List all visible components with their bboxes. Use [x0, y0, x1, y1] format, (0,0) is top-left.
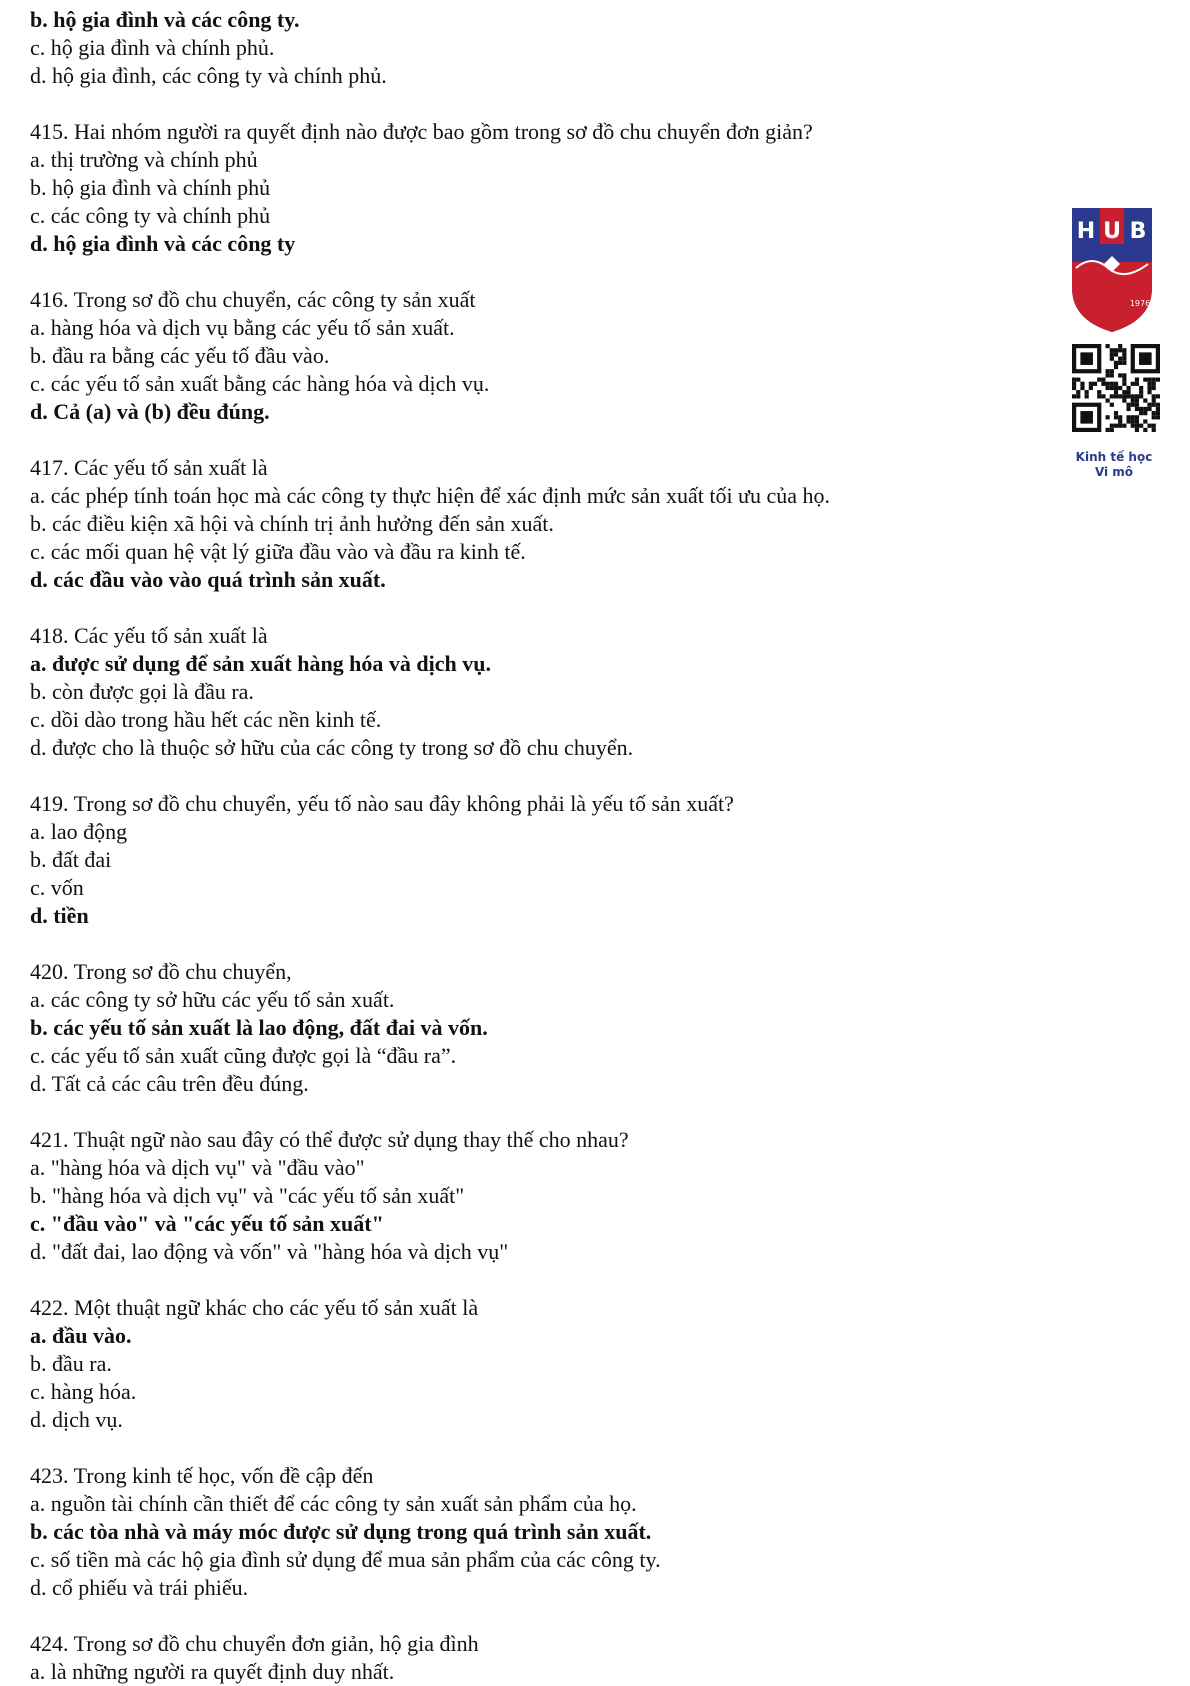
qr-module	[1156, 394, 1160, 398]
qr-module	[1110, 348, 1114, 352]
paragraph-gap	[30, 1098, 1060, 1126]
qr-module	[1097, 394, 1101, 398]
qr-module	[1089, 386, 1093, 390]
qr-module	[1131, 398, 1135, 402]
qr-module	[1106, 415, 1110, 419]
qr-module	[1122, 352, 1126, 356]
answer-option: a. được sử dụng để sản xuất hàng hóa và dịch vụ.	[30, 651, 492, 676]
answer-option: a. đầu vào.	[30, 1323, 132, 1348]
qr-module	[1126, 394, 1130, 398]
paragraph-gap	[30, 1266, 1060, 1294]
answer-option: d. các đầu vào vào quá trình sản xuất.	[30, 567, 386, 592]
qr-module	[1143, 378, 1147, 382]
qr-module	[1152, 428, 1156, 432]
answer-option: d. Cả (a) và (b) đều đúng.	[30, 399, 270, 424]
qr-module	[1114, 411, 1118, 415]
answer-option: b. "hàng hóa và dịch vụ" và "các yếu tố sản xuất"	[30, 1183, 465, 1208]
qr-module	[1122, 361, 1126, 365]
qr-module	[1118, 394, 1122, 398]
answer-option: d. "đất đai, lao động và vốn" và "hàng hóa và dịch vụ"	[30, 1239, 509, 1264]
answer-option: b. các yếu tố sản xuất là lao động, đất đai và vốn.	[30, 1015, 488, 1040]
qr-module	[1101, 378, 1105, 382]
qr-module	[1156, 407, 1160, 411]
caption-line-1: Kinh tế học	[1075, 450, 1153, 464]
qr-module	[1080, 382, 1084, 386]
question-text: 416. Trong sơ đồ chu chuyển, các công ty sản xuất	[30, 287, 476, 312]
caption-line-2: Vi mô	[1094, 465, 1134, 479]
qr-module	[1106, 386, 1110, 390]
qr-module	[1114, 415, 1118, 419]
answer-option: c. vốn	[30, 875, 84, 900]
qr-module	[1072, 378, 1076, 382]
qr-module	[1143, 398, 1147, 402]
answer-option: d. hộ gia đình, các công ty và chính phủ.	[30, 63, 387, 88]
qr-module	[1139, 394, 1143, 398]
answer-option: b. đầu ra bằng các yếu tố đầu vào.	[30, 343, 330, 368]
qr-module	[1080, 386, 1084, 390]
qr-module	[1152, 394, 1156, 398]
logo-letter-b: B	[1129, 219, 1147, 244]
paragraph-gap	[30, 762, 1060, 790]
answer-option: a. hàng hóa và dịch vụ bằng các yếu tố sản xuất.	[30, 315, 455, 340]
qr-module	[1118, 361, 1122, 365]
qr-module	[1122, 394, 1126, 398]
answer-option: b. đất đai	[30, 847, 112, 872]
question-text: 423. Trong kinh tế học, vốn đề cập đến	[30, 1463, 374, 1488]
paragraph-gap	[30, 90, 1060, 118]
sidebar-caption	[1062, 450, 1166, 480]
qr-module	[1135, 415, 1139, 419]
qr-module	[1118, 424, 1122, 428]
qr-module	[1110, 424, 1114, 428]
paragraph-gap	[30, 594, 1060, 622]
qr-module	[1147, 390, 1151, 394]
qr-module	[1118, 386, 1122, 390]
qr-module	[1118, 357, 1122, 361]
qr-module	[1152, 398, 1156, 402]
qr-module	[1110, 382, 1114, 386]
document-body	[30, 6, 1060, 1686]
qr-module	[1101, 382, 1105, 386]
qr-module	[1131, 403, 1135, 407]
qr-module	[1089, 382, 1093, 386]
answer-option: c. các công ty và chính phủ	[30, 203, 271, 228]
qr-module	[1135, 428, 1139, 432]
qr-module	[1114, 382, 1118, 386]
qr-module	[1135, 382, 1139, 386]
logo-year: 1976	[1129, 299, 1151, 308]
qr-module	[1152, 378, 1156, 382]
answer-option: c. "đầu vào" và "các yếu tố sản xuất"	[30, 1211, 384, 1236]
qr-module	[1106, 428, 1110, 432]
qr-module	[1101, 394, 1105, 398]
qr-module	[1126, 419, 1130, 423]
qr-module	[1110, 357, 1114, 361]
qr-module	[1122, 378, 1126, 382]
qr-module	[1122, 348, 1126, 352]
qr-module	[1135, 424, 1139, 428]
answer-option: d. được cho là thuộc sở hữu của các công ty trong sơ đồ chu chuyển.	[30, 735, 634, 760]
qr-module	[1080, 352, 1093, 365]
answer-option: d. dịch vụ.	[30, 1407, 123, 1432]
qr-module	[1143, 419, 1147, 423]
qr-module	[1135, 378, 1139, 382]
qr-module	[1085, 394, 1089, 398]
question-text: 422. Một thuật ngữ khác cho các yếu tố sản xuất là	[30, 1295, 479, 1320]
answer-option: a. thị trường và chính phủ	[30, 147, 258, 172]
qr-module	[1126, 390, 1130, 394]
answer-option: a. là những người ra quyết định duy nhất.	[30, 1659, 395, 1684]
qr-module	[1152, 403, 1156, 407]
qr-module	[1118, 415, 1122, 419]
answer-option: a. "hàng hóa và dịch vụ" và "đầu vào"	[30, 1155, 365, 1180]
qr-module	[1156, 415, 1160, 419]
answer-option: d. hộ gia đình và các công ty	[30, 231, 296, 256]
qr-module	[1131, 415, 1135, 419]
qr-module	[1139, 411, 1143, 415]
qr-module	[1139, 407, 1143, 411]
answer-option: a. lao động	[30, 819, 128, 844]
logo-letter-u: U	[1103, 219, 1121, 244]
qr-module	[1147, 424, 1151, 428]
qr-module	[1072, 382, 1076, 386]
paragraph-gap	[30, 930, 1060, 958]
qr-module	[1114, 348, 1118, 352]
qr-module	[1122, 357, 1126, 361]
qr-module	[1118, 419, 1122, 423]
answer-option: b. còn được gọi là đầu ra.	[30, 679, 254, 704]
qr-module	[1152, 411, 1156, 415]
qr-module	[1122, 390, 1126, 394]
answer-option: a. nguồn tài chính cần thiết để các công ty sản xuất sản phẩm của họ.	[30, 1491, 637, 1516]
qr-module	[1126, 415, 1130, 419]
qr-module	[1114, 361, 1118, 365]
question-text: 421. Thuật ngữ nào sau đây có thể được sử dụng thay thế cho nhau?	[30, 1127, 629, 1152]
qr-module	[1106, 373, 1110, 377]
qr-module	[1122, 398, 1126, 402]
qr-module	[1135, 419, 1139, 423]
qr-module	[1106, 344, 1110, 348]
qr-module	[1118, 373, 1122, 377]
qr-module	[1076, 390, 1080, 394]
qr-module	[1072, 386, 1076, 390]
qr-module	[1106, 369, 1110, 373]
qr-module	[1122, 373, 1126, 377]
qr-module	[1114, 390, 1118, 394]
qr-module	[1156, 411, 1160, 415]
qr-module	[1139, 386, 1143, 390]
qr-module	[1110, 373, 1114, 377]
paragraph-gap	[30, 258, 1060, 286]
qr-module	[1147, 403, 1151, 407]
qr-module	[1118, 348, 1122, 352]
qr-module	[1135, 403, 1139, 407]
qr-module	[1147, 386, 1151, 390]
paragraph-gap	[30, 1434, 1060, 1462]
qr-module	[1131, 382, 1135, 386]
answer-option: d. Tất cả các câu trên đều đúng.	[30, 1071, 309, 1096]
qr-module	[1114, 365, 1118, 369]
qr-module	[1122, 382, 1126, 386]
qr-module	[1110, 352, 1114, 356]
qr-module	[1143, 411, 1147, 415]
qr-module	[1110, 386, 1114, 390]
qr-module	[1114, 352, 1118, 356]
hub-logo	[1068, 204, 1156, 336]
answer-option: b. hộ gia đình và chính phủ	[30, 175, 271, 200]
qr-module	[1135, 398, 1139, 402]
qr-module	[1110, 369, 1114, 373]
qr-module	[1114, 424, 1118, 428]
qr-module	[1110, 403, 1114, 407]
qr-module	[1139, 352, 1152, 365]
qr-module	[1097, 378, 1101, 382]
qr-module	[1143, 428, 1147, 432]
qr-module	[1076, 394, 1080, 398]
answer-option: c. dồi dào trong hầu hết các nền kinh tế.	[30, 707, 382, 732]
answer-option: a. các phép tính toán học mà các công ty thực hiện để xác định mức sản xuất tối ưu của họ.	[30, 483, 831, 508]
qr-module	[1114, 386, 1118, 390]
answer-option: c. hộ gia đình và chính phủ.	[30, 35, 275, 60]
qr-code-icon	[1072, 344, 1160, 432]
logo-letter-h: H	[1076, 219, 1096, 244]
qr-module	[1152, 415, 1156, 419]
qr-module	[1126, 386, 1130, 390]
qr-module	[1147, 378, 1151, 382]
answer-option: c. các mối quan hệ vật lý giữa đầu vào và đầu ra kinh tế.	[30, 539, 526, 564]
qr-module	[1080, 411, 1093, 424]
question-text: 419. Trong sơ đồ chu chuyển, yếu tố nào sau đây không phải là yếu tố sản xuất?	[30, 791, 734, 816]
answer-option: d. cổ phiếu và trái phiếu.	[30, 1575, 249, 1600]
qr-module	[1152, 424, 1156, 428]
qr-module	[1126, 407, 1130, 411]
qr-module	[1122, 424, 1126, 428]
qr-module	[1156, 378, 1160, 382]
qr-module	[1131, 419, 1135, 423]
qr-module	[1114, 394, 1118, 398]
qr-module	[1126, 403, 1130, 407]
paragraph-gap	[30, 1602, 1060, 1630]
qr-module	[1093, 382, 1097, 386]
qr-module	[1135, 407, 1139, 411]
qr-module	[1118, 344, 1122, 348]
answer-option: c. hàng hóa.	[30, 1379, 137, 1404]
question-text: 424. Trong sơ đồ chu chuyển đơn giản, hộ gia đình	[30, 1631, 479, 1656]
qr-module	[1156, 403, 1160, 407]
question-text: 415. Hai nhóm người ra quyết định nào được bao gồm trong sơ đồ chu chuyển đơn giản?	[30, 119, 813, 144]
qr-module	[1147, 407, 1151, 411]
qr-module	[1097, 390, 1101, 394]
question-text: 420. Trong sơ đồ chu chuyển,	[30, 959, 292, 984]
answer-option: a. các công ty sở hữu các yếu tố sản xuất.	[30, 987, 395, 1012]
answer-option: d. tiền	[30, 903, 89, 928]
qr-module	[1139, 390, 1143, 394]
qr-module	[1106, 398, 1110, 402]
qr-module	[1143, 407, 1147, 411]
answer-option: b. các điều kiện xã hội và chính trị ảnh hưởng đến sản xuất.	[30, 511, 554, 536]
qr-module	[1072, 394, 1076, 398]
answer-option: b. hộ gia đình và các công ty.	[30, 7, 300, 32]
answer-option: b. đầu ra.	[30, 1351, 112, 1376]
qr-module	[1135, 394, 1139, 398]
paragraph-gap	[30, 426, 1060, 454]
qr-module	[1139, 424, 1143, 428]
qr-module	[1131, 424, 1135, 428]
qr-module	[1110, 394, 1114, 398]
qr-module	[1085, 390, 1089, 394]
qr-module	[1076, 378, 1080, 382]
qr-module	[1152, 386, 1156, 390]
answer-option: c. các yếu tố sản xuất cũng được gọi là “đầu ra”.	[30, 1043, 457, 1068]
question-text: 418. Các yếu tố sản xuất là	[30, 623, 268, 648]
qr-module	[1147, 382, 1151, 386]
answer-option: b. các tòa nhà và máy móc được sử dụng trong quá trình sản xuất.	[30, 1519, 652, 1544]
qr-module	[1131, 394, 1135, 398]
qr-module	[1152, 382, 1156, 386]
question-text: 417. Các yếu tố sản xuất là	[30, 455, 268, 480]
qr-module	[1110, 428, 1114, 432]
answer-option: c. các yếu tố sản xuất bằng các hàng hóa và dịch vụ.	[30, 371, 490, 396]
qr-module	[1106, 382, 1110, 386]
answer-option: c. số tiền mà các hộ gia đình sử dụng để mua sản phẩm của các công ty.	[30, 1547, 661, 1572]
